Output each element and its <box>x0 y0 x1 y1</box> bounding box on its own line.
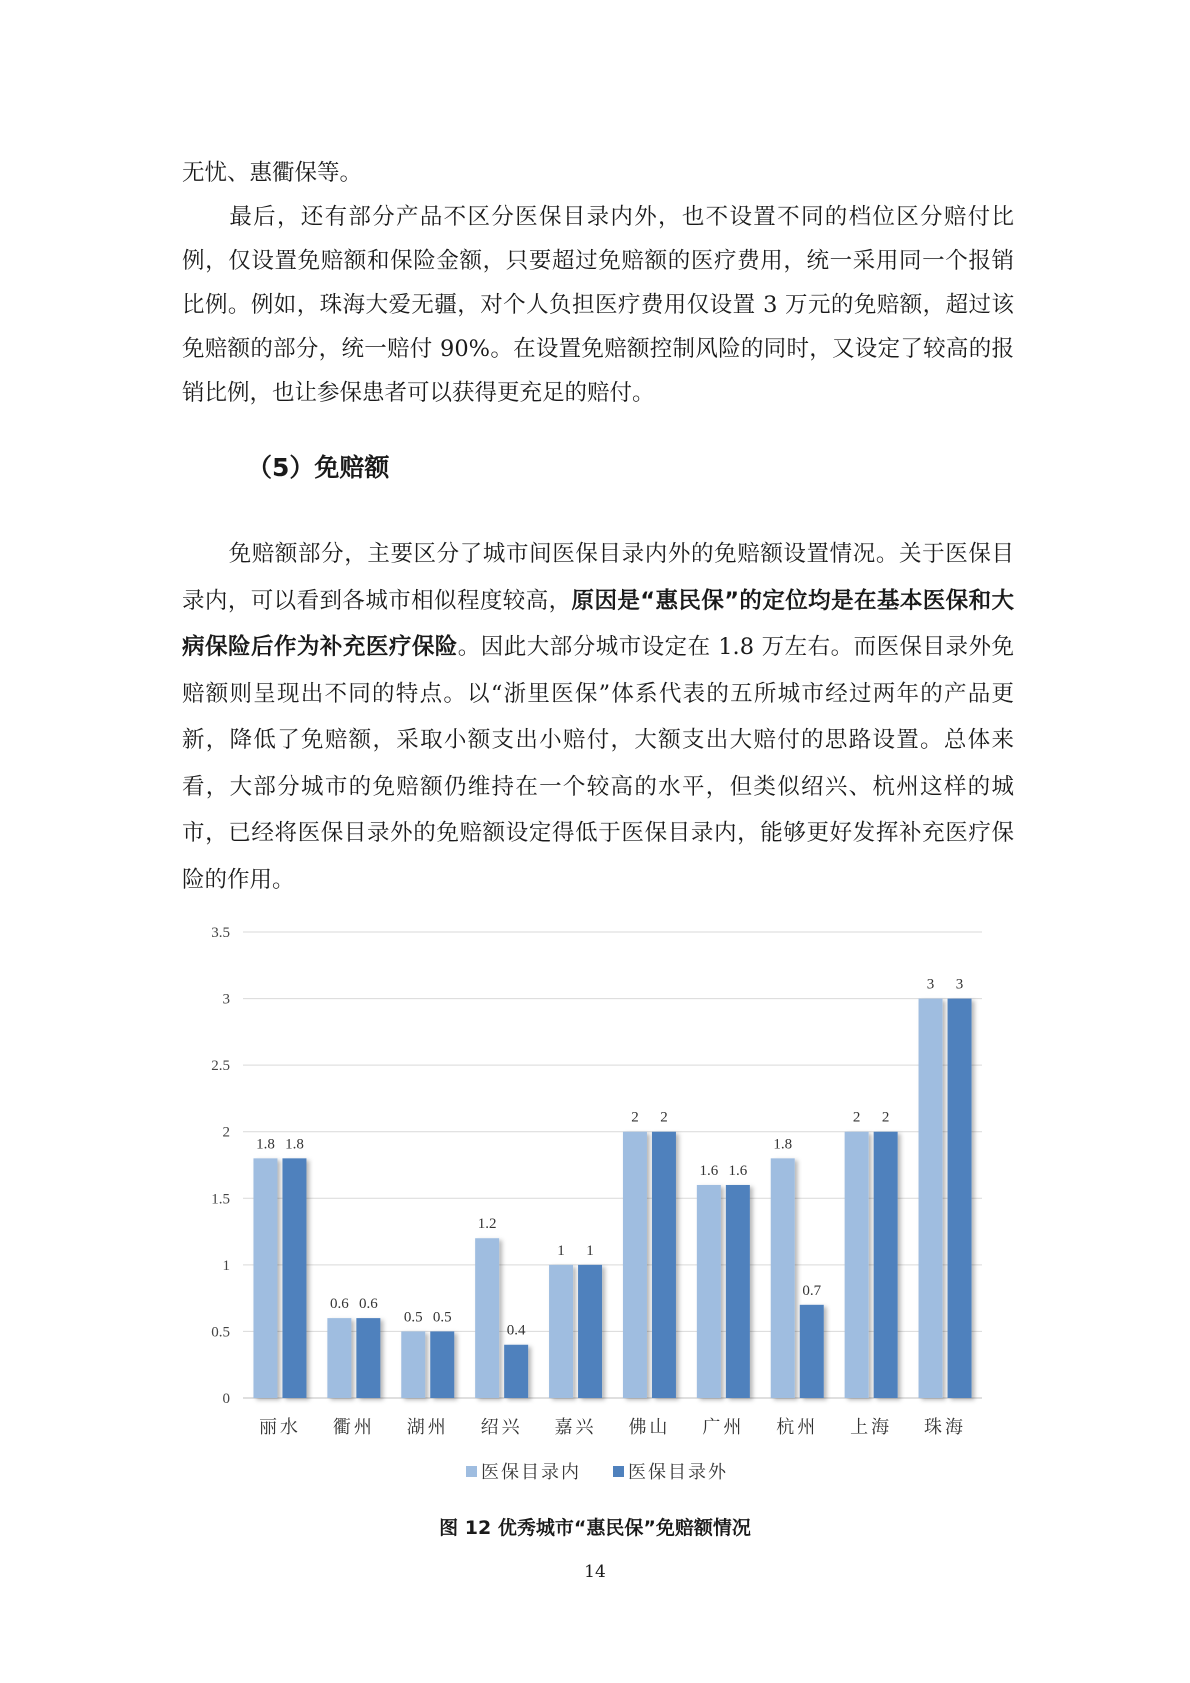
legend-swatch <box>466 1466 477 1477</box>
legend-label: 医保目录外 <box>628 1462 728 1483</box>
page-number: 14 <box>584 1562 606 1582</box>
category-label: 杭州 <box>776 1417 819 1438</box>
y-tick-label: 1 <box>222 1257 230 1274</box>
data-label: 0.6 <box>329 1296 349 1313</box>
bar-inside <box>401 1331 425 1398</box>
data-label: 1.6 <box>699 1162 719 1179</box>
legend-swatch <box>613 1466 624 1477</box>
data-label: 2 <box>660 1109 668 1126</box>
bar-outside <box>800 1305 824 1398</box>
y-tick-label: 2 <box>222 1124 230 1141</box>
category-label: 嘉兴 <box>554 1417 597 1438</box>
data-label: 3 <box>926 976 935 993</box>
section-heading: （5）免赔额 <box>247 453 390 482</box>
bar-inside <box>771 1158 795 1398</box>
y-tick-label: 3 <box>222 991 230 1008</box>
category-labels <box>259 1417 966 1438</box>
y-tick-label: 2.5 <box>211 1058 230 1075</box>
bar-inside <box>845 1132 869 1398</box>
category-label: 丽水 <box>258 1417 301 1438</box>
legend-label: 医保目录内 <box>481 1462 581 1483</box>
paragraph-3: 免赔额部分，主要区分了城市间医保目录内外的免赔额设置情况。关于医保目录内，可以看到各城市相似程度较高，原因是“惠民保”的定位均是在基本医保和大病保险后作为补充医疗保险。因此大部分城市设定在 1.8 万左右。而医保目录外免赔额则呈现出不同的特点。以“浙里医保”体系代表的五所城市经过两年的产品更新，降低了免赔额，采取小额支出小赔付，大额支出大赔付的思路设置。总体来看，大部分城市的免赔额仍维持在一个较高的水平，但类似绍兴、杭州这样的城市，已经将医保目录外的免赔额设定得低于医保目录内，能够更好发挥补充医疗保险的作用。 <box>182 541 1014 893</box>
category-label: 衢州 <box>332 1417 375 1438</box>
data-label: 1.2 <box>477 1216 497 1233</box>
data-label: 2 <box>631 1109 639 1126</box>
y-tick-label: 1.5 <box>211 1191 230 1208</box>
bar-outside <box>356 1318 380 1398</box>
legend <box>466 1462 728 1483</box>
bar-inside <box>253 1158 277 1398</box>
data-label: 1.8 <box>285 1136 304 1153</box>
category-label: 湖州 <box>406 1417 449 1438</box>
category-label: 绍兴 <box>480 1417 523 1438</box>
data-label: 1.8 <box>256 1136 275 1153</box>
data-label: 1.8 <box>773 1136 793 1153</box>
figure-caption: 图 12 优秀城市“惠民保”免赔额情况 <box>439 1517 751 1539</box>
category-label: 广州 <box>702 1417 745 1438</box>
emphasis-text: 原因是“惠民保”的定位均是在基本医保和大病保险后作为补充医疗保险 <box>182 587 1014 660</box>
bar-inside <box>697 1185 721 1398</box>
bar-outside <box>874 1132 898 1398</box>
data-label: 2 <box>852 1109 861 1126</box>
data-label: 0.5 <box>432 1309 452 1326</box>
data-label: 0.6 <box>358 1296 378 1313</box>
bar-outside <box>430 1331 454 1398</box>
bar-inside <box>623 1132 647 1398</box>
data-label: 3 <box>955 976 964 993</box>
category-label: 上海 <box>850 1417 893 1438</box>
data-label: 0.7 <box>802 1282 822 1299</box>
bar-outside <box>504 1345 528 1398</box>
category-label: 佛山 <box>628 1417 671 1438</box>
bar-outside <box>578 1265 602 1398</box>
data-label: 2 <box>881 1109 890 1126</box>
bar-inside <box>475 1238 499 1398</box>
bar-outside <box>652 1132 676 1398</box>
y-axis-ticks <box>211 925 230 1407</box>
data-label: 1 <box>586 1242 594 1259</box>
data-label: 0.4 <box>506 1322 526 1339</box>
category-label: 珠海 <box>924 1417 967 1438</box>
data-label: 1 <box>557 1242 565 1259</box>
bar-outside <box>948 999 972 1398</box>
y-tick-label: 0.5 <box>211 1324 230 1341</box>
bar-inside <box>549 1265 573 1398</box>
bar-outside <box>726 1185 750 1398</box>
bar-outside <box>282 1158 306 1398</box>
bar-inside <box>919 999 943 1398</box>
y-tick-label: 3.5 <box>211 925 230 941</box>
gridlines <box>243 932 982 1398</box>
data-label: 1.6 <box>728 1162 748 1179</box>
bar-inside <box>327 1318 351 1398</box>
paragraph-1: 无忧、惠衢保等。 <box>182 160 363 186</box>
paragraph-2: 最后，还有部分产品不区分医保目录内外，也不设置不同的档位区分赔付比例，仅设置免赔额和保险金额，只要超过免赔额的医疗费用，统一采用同一个报销比例。例如，珠海大爱无疆，对个人负担医疗费用仅设置 3 万元的免赔额，超过该免赔额的部分，统一赔付 90%。在设置免赔额控制风险的同时，又设定了较高的报销比例，也让参保患者可以获得更充足的赔付。 <box>182 204 1014 406</box>
y-tick-label: 0 <box>222 1391 230 1407</box>
data-label: 0.5 <box>403 1309 423 1326</box>
